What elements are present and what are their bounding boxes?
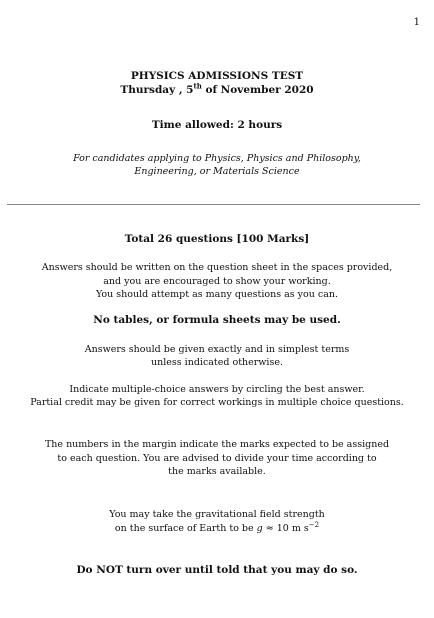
instruction-line: and you are encouraged to show your working.	[103, 275, 331, 287]
answers-instructions	[0, 261, 434, 302]
instruction-line: You should attempt as many questions as you can.	[95, 289, 339, 300]
instruction-line: Answers should be given exactly and in simplest terms	[84, 344, 350, 355]
instruction-line: The numbers in the margin indicate the marks expected to be assigned	[44, 439, 390, 450]
instruction-line: Answers should be written on the question sheet in the spaces provided,	[41, 262, 393, 273]
gravity-prefix: on the surface of Earth to be	[114, 522, 257, 534]
candidates-line: For candidates applying to Physics, Physics and Philosophy,	[73, 153, 361, 164]
multiple-choice-instructions	[0, 383, 434, 409]
date-prefix: Thursday , 5	[120, 84, 194, 96]
no-tables-notice: No tables, or formula sheets may be used.	[93, 314, 341, 326]
gravity-value-line	[0, 522, 434, 536]
gravity-symbol: g	[256, 522, 263, 534]
candidates-note	[0, 152, 434, 178]
gravity-relation: ≈ 10 m s	[262, 522, 309, 534]
instruction-line: to each question. You are advised to divide your time according to	[57, 452, 377, 464]
divider	[7, 204, 420, 205]
margin-marks-instructions	[0, 438, 434, 479]
exam-title: PHYSICS ADMISSIONS TEST	[130, 70, 304, 82]
gravity-exponent: −2	[308, 520, 320, 529]
instruction-line: the marks available.	[168, 466, 266, 477]
do-not-turn-notice: Do NOT turn over until told that you may do so.	[76, 564, 358, 576]
exam-date	[0, 83, 434, 97]
gravity-note	[0, 508, 434, 535]
time-allowed: Time allowed: 2 hours	[151, 119, 283, 131]
candidates-line: Engineering, or Materials Science	[134, 166, 300, 177]
instruction-line: Indicate multiple-choice answers by circling the best answer.	[69, 384, 365, 395]
header-block	[0, 69, 434, 97]
date-suffix: of November 2020	[201, 84, 314, 96]
gravity-line: You may take the gravitational field strength	[109, 509, 325, 520]
total-questions: Total 26 questions [100 Marks]	[124, 233, 310, 245]
date-superscript: th	[193, 81, 202, 91]
instruction-line: unless indicated otherwise.	[151, 357, 283, 368]
instruction-line: Partial credit may be given for correct workings in multiple choice questions.	[30, 397, 404, 408]
exact-answers-instructions	[0, 343, 434, 369]
page-number: 1	[413, 17, 420, 28]
